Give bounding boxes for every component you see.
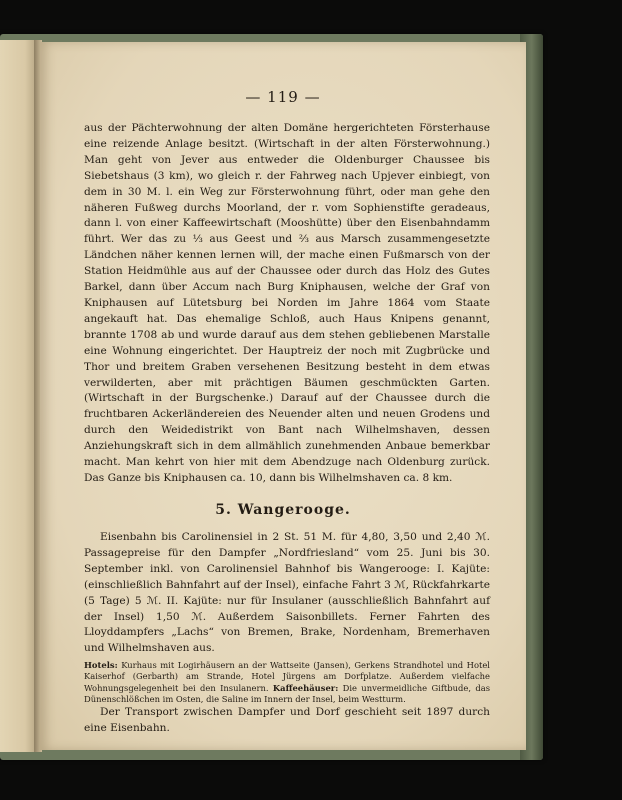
page-number: — 119 —: [245, 88, 321, 106]
hotel-notes: [84, 660, 490, 705]
hotels-label: Hotels:: [84, 660, 118, 670]
facing-page-edge: [0, 40, 37, 752]
cafes-label: Kaffeehäuser:: [272, 682, 339, 693]
hotels-text: Kurhaus mit Logirhäusern an der Wattseite (Jansen), Gerkens Strandhotel und Hotel Kaiserhof (Gerbarth) am Strande, Hotel Jürgens am Dorfplatze. Außerdem vielfache Wohnungsgelegenheit bei den Insulanern.: [84, 660, 490, 693]
book-page: [40, 42, 526, 750]
paragraph-travel-info: Eisenbahn bis Carolinensiel in 2 St. 51 M. für 4,80, 3,50 und 2,40 ℳ. Passagepreise für den Dampfer „Nordfriesland“ vom 25. Juni bis 30. September inkl. von Carolinensiel Bahnhof bis Wangerooge: I. Kajüte: (einschließlich Bahnfahrt auf der Insel), einfache Fahrt 3 ℳ, Rückfahrkarte (5 Tage) 5 ℳ. II. Kajüte: nur für Insulaner (ausschließlich Bahnfahrt auf der Insel) 1,50 ℳ. Außerdem Saisonbillets. Ferner Fahrten des Lloyddampfers „Lachs“ von Bremen, Brake, Nordenham, Bremerhaven und Wilhelmshaven aus.: [84, 531, 490, 655]
paragraph-transport: Der Transport zwischen Dampfer und Dorf geschieht seit 1897 durch eine Eisenbahn.: [84, 706, 490, 734]
cafes-text: Die unvermeidliche Giftbude, das Dünenschlößchen im Osten, die Saline im Innern der Insel, beim Westturm.: [84, 682, 490, 704]
paragraph-upjever-kniphausen: aus der Pächterwohnung der alten Domäne hergerichteten Försterhause eine reizende Anlage besitzt. (Wirtschaft in der alten Försterwohnung.) Man geht von Jever aus entweder die Oldenburger Chaussee bis Siebetshaus (3 km), wo gleich r. der Fahrweg nach Upjever einbiegt, von dem in 30 M. l. ein Weg zur Försterwohnung führt, oder man gehe den näheren Fußweg durchs Moorland, der r. vom Sophienstifte geradeaus, dann l. von einer Kaffeewirtschaft (Mooshütte) über den Eisenbahndamm führt. Wer das zu ⅓ aus Geest und ⅔ aus Marsch zusammengesetzte Ländchen näher kennen lernen will, der mache einen Fußmarsch von der Station Heidmühle aus auf der Chaussee oder durch das Holz des Gutes Barkel, dann über Accum nach Burg Kniphausen, welche der Graf von Kniphausen auf Lütetsburg bei Norden im Jahre 1864 vom Staate angekauft hat. Das ehemalige Schloß, auch Haus Knipens genannt, brannte 1708 ab und wurde darauf aus dem stehen gebliebenen Marstalle eine Wohnung eingerichtet. Der Hauptreiz der noch mit Zugbrücke und Thor und breitem Graben versehenen Besitzung besteht in dem etwas verwilderten, aber mit prächtigen Bäumen geschmückten Garten. (Wirtschaft in der Burgschenke.) Darauf auf der Chaussee durch die fruchtbaren Ackerländereien des Neuender alten und neuen Grodens und durch den Weidedistrikt von Bant nach Wilhelmshaven, dessen Anziehungskraft sich in dem allmählich zunehmenden Anbaue bemerkbar macht. Man kehrt von hier mit dem Abendzuge nach Oldenburg zurück. Das Ganze bis Kniphausen ca. 10, dann bis Wilhelmshaven ca. 8 km.: [84, 122, 490, 484]
section-heading: 5. Wangerooge.: [215, 502, 351, 518]
